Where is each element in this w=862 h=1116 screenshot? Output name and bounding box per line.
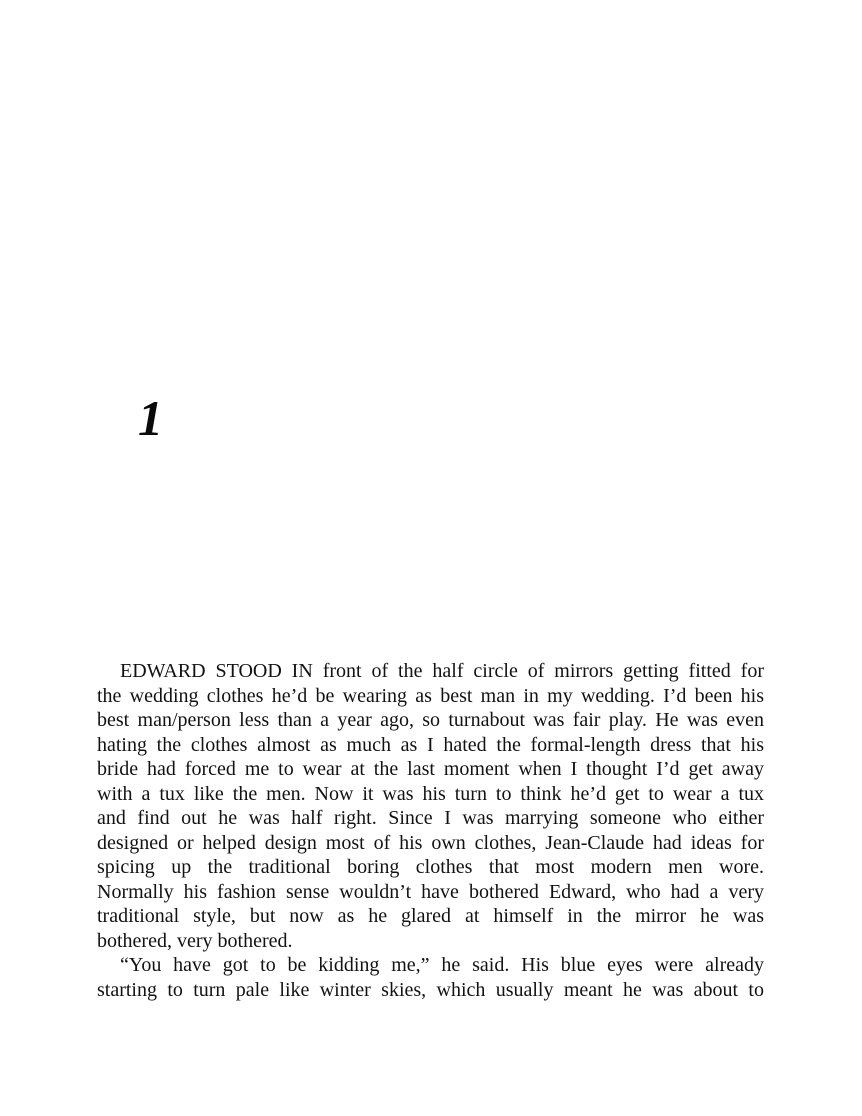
text-line: traditional style, but now as he glared at himself in the mirror he was (97, 905, 764, 927)
text-line: starting to turn pale like winter skies, which usually meant he was about to (97, 978, 764, 1001)
text-line: designed or helped design most of his own clothes, Jean-Claude had ideas for (97, 831, 764, 854)
text-line: “You have got to be kidding me,” he said. His blue eyes were already (120, 954, 764, 976)
text-line: bride had forced me to wear at the last moment when I thought I’d get away (97, 758, 764, 780)
text-line: Normally his fashion sense wouldn’t have bothered Edward, who had a very (97, 880, 764, 903)
text-line: hating the clothes almost as much as I hated the formal-length dress that his (97, 733, 764, 756)
text-line: the wedding clothes he’d be wearing as best man in my wedding. I’d been his (97, 684, 764, 707)
text-line: EDWARD STOOD IN front of the half circle of mirrors getting fitted for (120, 660, 764, 682)
text-line: spicing up the traditional boring clothes that most modern men wore. (97, 856, 764, 878)
text-line: bothered, very bothered. (97, 929, 293, 952)
text-line: with a tux like the men. Now it was his turn to think he’d get to wear a tux (97, 782, 764, 805)
text-line: and find out he was half right. Since I was marrying someone who either (97, 807, 764, 829)
chapter-number: 1 (138, 390, 163, 446)
text-line: best man/person less than a year ago, so turnabout was fair play. He was even (97, 709, 764, 731)
body-text (97, 659, 764, 1002)
